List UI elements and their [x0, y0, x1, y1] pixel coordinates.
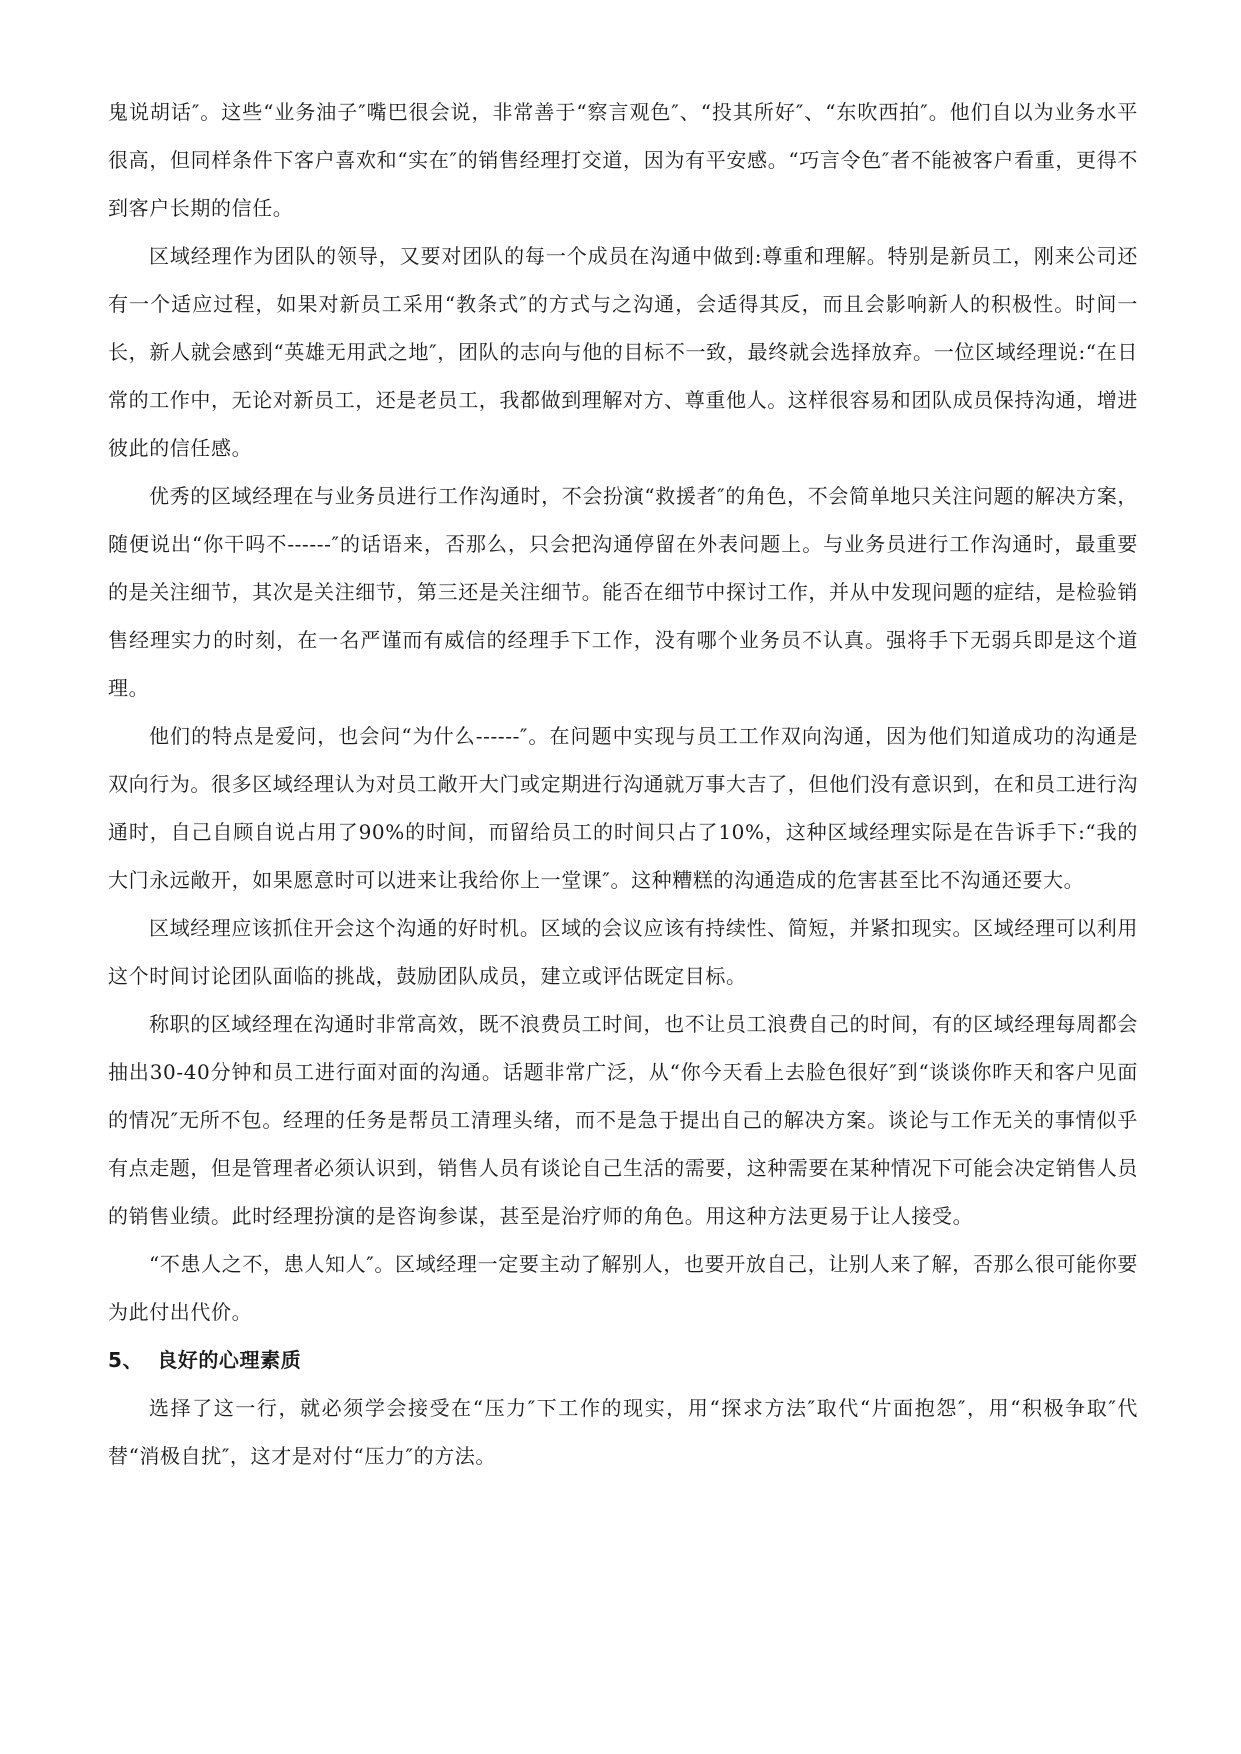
section-title: 良好的心理素质 — [157, 1348, 302, 1372]
paragraph-respect-understanding: 区域经理作为团队的领导，又要对团队的每一个成员在沟通中做到:尊重和理解。特别是新员工，刚来公司还有一个适应过程，如果对新员工采用“教条式″的方式与之沟通，会适得其反，而且会影响新人的积极性。时间一长，新人就会感到“英雄无用武之地″，团队的志向与他的目标不一致，最终就会选择放弃。一位区域经理说:“在日常的工作中，无论对新员工，还是老员工，我都做到理解对方、尊重他人。这样很容易和团队成员保持沟通，增进彼此的信任感。 — [108, 244, 1138, 460]
paragraph-continuation: 鬼说胡话″。这些“业务油子″嘴巴很会说，非常善于“察言观色″、“投其所好″、“东吹西拍″。他们自以为业务水平很高，但同样条件下客户喜欢和“实在″的销售经理打交道，因为有平安感。“巧言令色″者不能被客户看重，更得不到客户长期的信任。 — [108, 100, 1138, 220]
document-page — [108, 88, 1138, 1480]
paragraph-two-way-communication: 他们的特点是爱问，也会问“为什么------″。在问题中实现与员工工作双向沟通，因为他们知道成功的沟通是双向行为。很多区域经理认为对员工敞开大门或定期进行沟通就万事大吉了，但他们没有意识到，在和员工进行沟通时，自己自顾自说占用了90%的时间，而留给员工的时间只占了10%，这种区域经理实际是在告诉手下:“我的大门永远敞开，如果愿意时可以进来让我给你上一堂课″。这种糟糕的沟通造成的危害甚至比不沟通还要大。 — [108, 724, 1138, 892]
section-number: 5、 — [108, 1348, 144, 1372]
section-heading — [108, 1336, 1138, 1384]
paragraph-know-others: “不患人之不，患人知人″。区域经理一定要主动了解别人，也要开放自己，让别人来了解，否那么很可能你要为此付出代价。 — [108, 1252, 1138, 1324]
paragraph-pressure: 选择了这一行，就必须学会接受在“压力″下工作的现实，用“探求方法″取代“片面抱怨″，用“积极争取″代替“消极自扰″，这才是对付“压力″的方法。 — [108, 1396, 1138, 1468]
paragraph-meetings: 区域经理应该抓住开会这个沟通的好时机。区域的会议应该有持续性、简短，并紧扣现实。区域经理可以利用这个时间讨论团队面临的挑战，鼓励团队成员，建立或评估既定目标。 — [108, 916, 1138, 988]
paragraph-efficient-communication: 称职的区域经理在沟通时非常高效，既不浪费员工时间，也不让员工浪费自己的时间，有的区域经理每周都会抽出30-40分钟和员工进行面对面的沟通。话题非常广泛，从“你今天看上去脸色很好″到“谈谈你昨天和客户见面的情况″无所不包。经理的任务是帮员工清理头绪，而不是急于提出自己的解决方案。谈论与工作无关的事情似乎有点走题，但是管理者必须认识到，销售人员有谈论自己生活的需要，这种需要在某种情况下可能会决定销售人员的销售业绩。此时经理扮演的是咨询参谋，甚至是治疗师的角色。用这种方法更易于让人接受。 — [108, 1012, 1138, 1228]
paragraph-focus-on-details: 优秀的区域经理在与业务员进行工作沟通时，不会扮演“救援者″的角色，不会简单地只关注问题的解决方案，随便说出“你干吗不------″的话语来，否那么，只会把沟通停留在外表问题上。与业务员进行工作沟通时，最重要的是关注细节，其次是关注细节，第三还是关注细节。能否在细节中探讨工作，并从中发现问题的症结，是检验销售经理实力的时刻，在一名严谨而有威信的经理手下工作，没有哪个业务员不认真。强将手下无弱兵即是这个道理。 — [108, 484, 1138, 700]
